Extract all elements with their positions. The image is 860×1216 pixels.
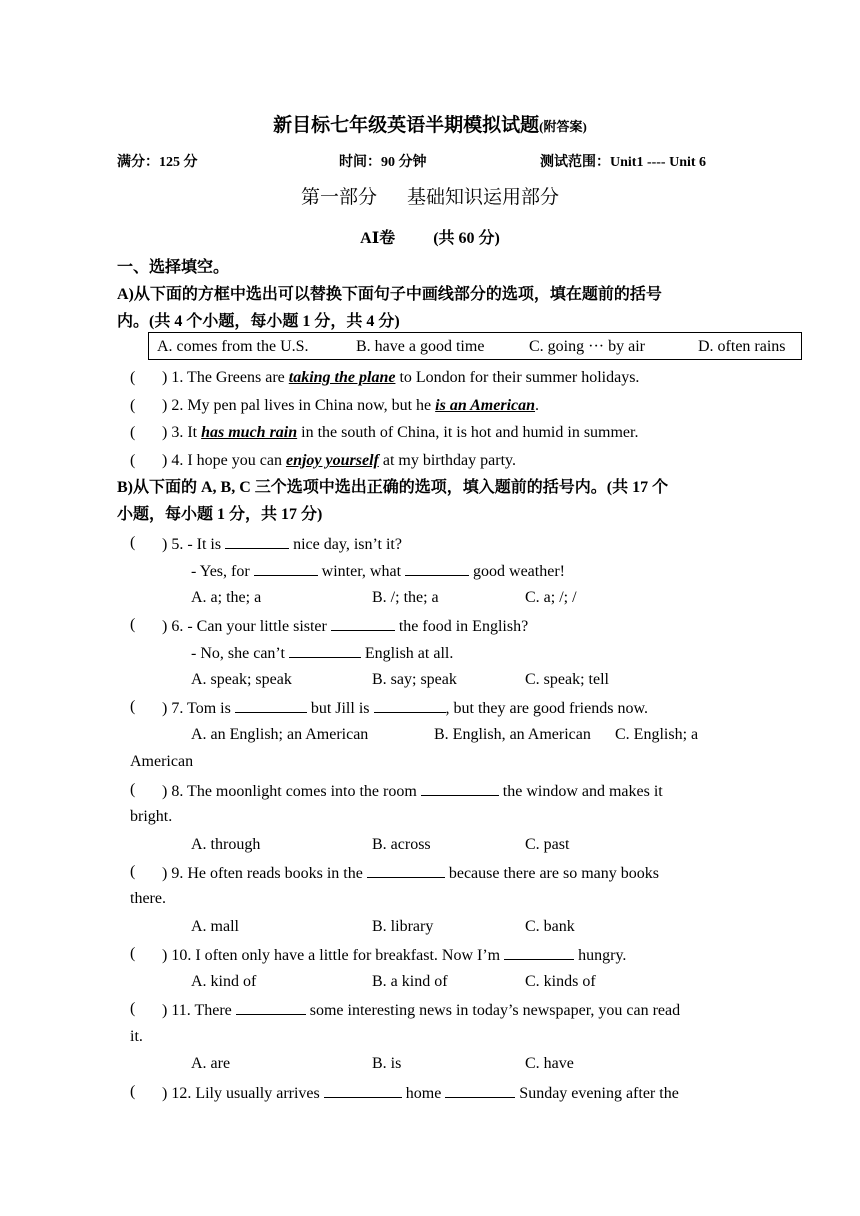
q7-option-a: A. an English; an American bbox=[191, 726, 369, 743]
q10-option-a: A. kind of bbox=[191, 973, 257, 990]
volume-heading bbox=[0, 229, 860, 249]
q6-option-c: C. speak; tell bbox=[525, 671, 609, 688]
answer-paren-2: ( bbox=[130, 397, 136, 414]
question-9-wrap: there. bbox=[130, 890, 166, 907]
question-5: ) 5. - It is nice day, isn’t it? bbox=[162, 533, 402, 555]
q9-option-a: A. mall bbox=[191, 918, 239, 935]
q7-option-b: B. English, an American bbox=[434, 726, 591, 743]
blank bbox=[421, 780, 499, 796]
answer-paren-12: ( bbox=[130, 1083, 136, 1100]
q8-option-a: A. through bbox=[191, 836, 261, 853]
part-label: 第一部分 bbox=[300, 187, 377, 208]
q7-option-c-wrap: American bbox=[130, 753, 194, 770]
question-8-wrap: bright. bbox=[130, 808, 173, 825]
question-9: ) 9. He often reads books in the because there are so many books bbox=[162, 862, 659, 884]
blank bbox=[405, 560, 469, 576]
answer-paren-9: ( bbox=[130, 863, 136, 880]
sub-b-instructions-2: 小题，每小题 1 分，共 17 分) bbox=[117, 506, 323, 523]
question-4: ) 4. I hope you can enjoy yourself at my birthday party. bbox=[162, 452, 516, 469]
q8-option-b: B. across bbox=[372, 836, 431, 853]
box-option-d: D. often rains bbox=[698, 338, 786, 355]
answer-paren-1: ( bbox=[130, 369, 136, 386]
question-6-reply: - No, she can’t English at all. bbox=[191, 642, 453, 664]
q6-option-a: A. speak; speak bbox=[191, 671, 292, 688]
question-7: ) 7. Tom is but Jill is , but they are good friends now. bbox=[162, 697, 648, 719]
question-11-wrap: it. bbox=[130, 1028, 143, 1045]
underlined-phrase: has much rain bbox=[201, 424, 298, 441]
q5-option-b: B. /; the; a bbox=[372, 589, 439, 606]
question-1: ) 1. The Greens are taking the plane to London for their summer holidays. bbox=[162, 369, 640, 386]
q11-option-c: C. have bbox=[525, 1055, 574, 1072]
title-note: (附答案) bbox=[539, 119, 587, 134]
answer-paren-6: ( bbox=[130, 616, 136, 633]
answer-paren-8: ( bbox=[130, 781, 136, 798]
blank bbox=[235, 697, 307, 713]
title-text: 新目标七年级英语半期模拟试题 bbox=[273, 115, 540, 136]
exam-time: 时间：90 分钟 bbox=[339, 155, 427, 170]
q5-option-a: A. a; the; a bbox=[191, 589, 262, 606]
blank bbox=[254, 560, 318, 576]
q8-option-c: C. past bbox=[525, 836, 570, 853]
blank bbox=[289, 642, 361, 658]
options-box bbox=[148, 332, 802, 360]
q10-option-c: C. kinds of bbox=[525, 973, 596, 990]
question-5-reply: - Yes, for winter, what good weather! bbox=[191, 560, 565, 582]
blank bbox=[367, 862, 445, 878]
answer-paren-10: ( bbox=[130, 945, 136, 962]
question-12: ) 12. Lily usually arrives home Sunday evening after the bbox=[162, 1082, 679, 1104]
underlined-phrase: is an American bbox=[435, 397, 536, 414]
volume-label: AⅠ卷 bbox=[360, 230, 396, 247]
underlined-phrase: enjoy yourself bbox=[285, 452, 379, 469]
answer-paren-5: ( bbox=[130, 534, 136, 551]
blank bbox=[236, 999, 306, 1015]
section-heading: 一、选择填空。 bbox=[117, 259, 230, 276]
exam-scope: 测试范围：Unit1 ---- Unit 6 bbox=[540, 155, 707, 170]
question-2: ) 2. My pen pal lives in China now, but he is an American. bbox=[162, 397, 540, 414]
q9-option-c: C. bank bbox=[525, 918, 575, 935]
question-8: ) 8. The moonlight comes into the room the window and makes it bbox=[162, 780, 663, 802]
answer-paren-4: ( bbox=[130, 452, 136, 469]
part-name: 基础知识运用部分 bbox=[407, 187, 560, 208]
exam-title bbox=[0, 116, 860, 137]
box-option-c: C. going ··· by air bbox=[529, 338, 645, 355]
blank bbox=[225, 533, 289, 549]
answer-paren-3: ( bbox=[130, 424, 136, 441]
blank bbox=[504, 944, 574, 960]
question-10: ) 10. I often only have a little for breakfast. Now I’m hungry. bbox=[162, 944, 626, 966]
box-option-a: A. comes from the U.S. bbox=[157, 338, 309, 355]
q11-option-b: B. is bbox=[372, 1055, 402, 1072]
question-6: ) 6. - Can your little sister the food in English? bbox=[162, 615, 528, 637]
answer-paren-11: ( bbox=[130, 1000, 136, 1017]
box-option-b: B. have a good time bbox=[356, 338, 485, 355]
underlined-phrase: taking the plane bbox=[288, 369, 396, 386]
q11-option-a: A. are bbox=[191, 1055, 231, 1072]
volume-score: (共 60 分) bbox=[433, 230, 500, 247]
sub-a-instructions-2: 内。(共 4 个小题，每小题 1 分，共 4 分) bbox=[117, 313, 400, 330]
blank bbox=[331, 615, 395, 631]
sub-b-instructions-1: B)从下面的 A, B, C 三个选项中选出正确的选项，填入题前的括号内。(共 17 个 bbox=[117, 479, 669, 496]
answer-paren-7: ( bbox=[130, 698, 136, 715]
sub-a-instructions-1: A)从下面的方框中选出可以替换下面句子中画线部分的选项，填在题前的括号 bbox=[117, 286, 662, 303]
full-score: 满分：125 分 bbox=[117, 155, 198, 170]
part-heading bbox=[0, 188, 860, 208]
question-3: ) 3. It has much rain in the south of China, it is hot and humid in summer. bbox=[162, 424, 639, 441]
q6-option-b: B. say; speak bbox=[372, 671, 457, 688]
q9-option-b: B. library bbox=[372, 918, 434, 935]
blank bbox=[374, 697, 446, 713]
blank bbox=[324, 1082, 402, 1098]
question-11: ) 11. There some interesting news in today’s newspaper, you can read bbox=[162, 999, 680, 1021]
blank bbox=[445, 1082, 515, 1098]
q5-option-c: C. a; /; / bbox=[525, 589, 577, 606]
q10-option-b: B. a kind of bbox=[372, 973, 448, 990]
q7-option-c: C. English; a bbox=[615, 726, 699, 743]
